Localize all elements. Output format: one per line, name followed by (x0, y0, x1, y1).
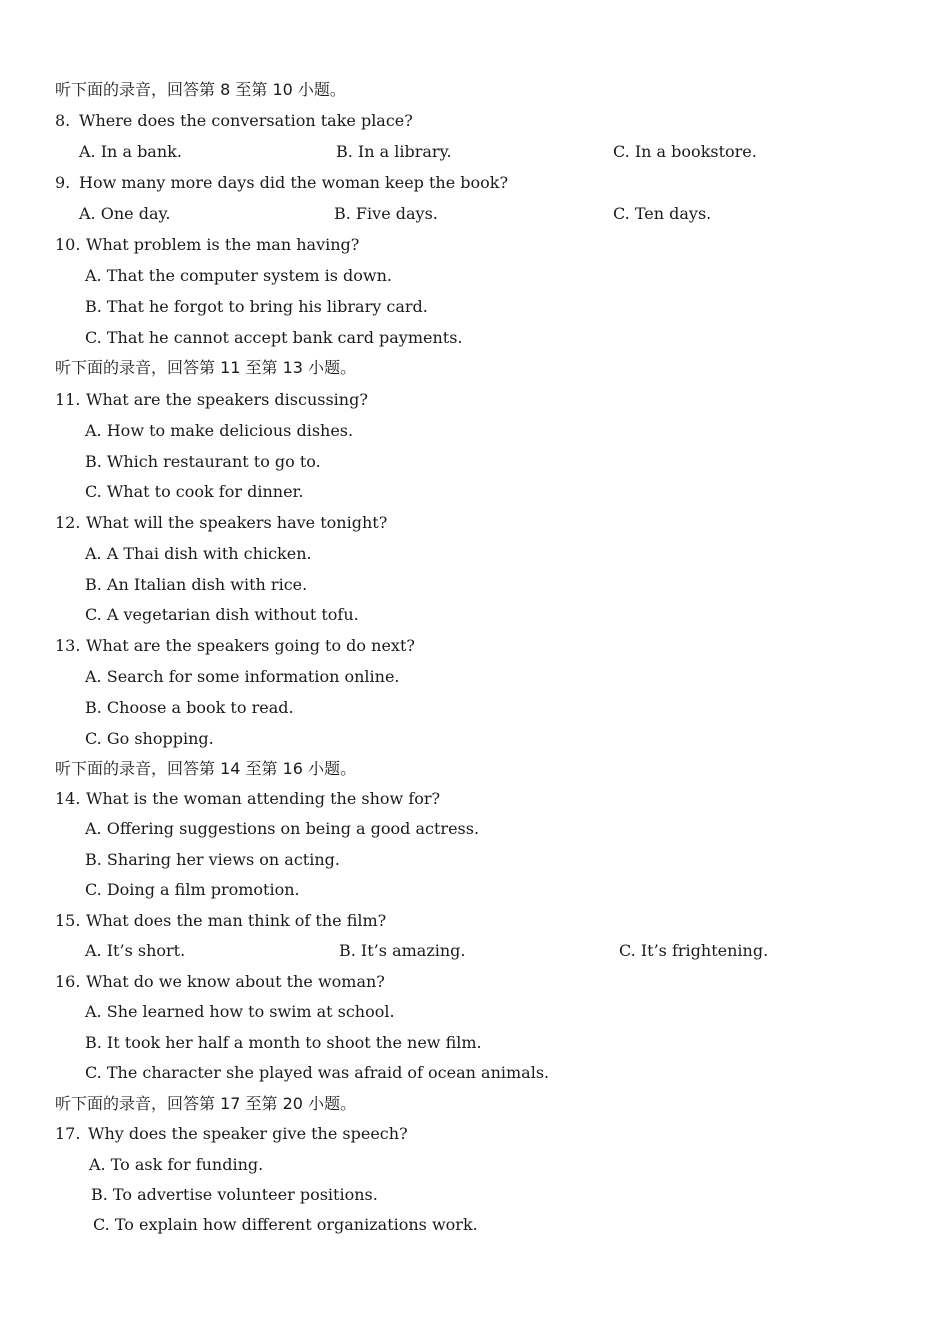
question-number: 12. (55, 513, 81, 532)
option-c: C. That he cannot accept bank card payments. (85, 328, 463, 347)
option-a: A. She learned how to swim at school. (85, 1002, 395, 1021)
option-b: B. Sharing her views on acting. (85, 850, 340, 869)
option-b: B. Choose a book to read. (85, 698, 294, 717)
section-instruction: 听下面的录音，回答第 11 至第 13 小题。 (55, 358, 357, 377)
question-number: 14. (55, 789, 81, 808)
section-instruction: 听下面的录音，回答第 14 至第 16 小题。 (55, 759, 357, 778)
question-number: 11. (55, 390, 81, 409)
option-c: C. A vegetarian dish without tofu. (85, 605, 359, 624)
question-text: What does the man think of the film? (86, 911, 387, 930)
option-c: C. In a bookstore. (613, 142, 757, 161)
option-c: C. Go shopping. (85, 729, 214, 748)
question-number: 9. (55, 173, 71, 192)
option-a: A. Offering suggestions on being a good actress. (85, 819, 480, 838)
question-number: 16. (55, 972, 81, 991)
question-text: What are the speakers discussing? (86, 390, 368, 409)
option-a: A. It’s short. (85, 941, 186, 960)
option-a: A. That the computer system is down. (85, 266, 392, 285)
option-a: A. In a bank. (79, 142, 182, 161)
question-number: 15. (55, 911, 81, 930)
question-text: What do we know about the woman? (86, 972, 385, 991)
option-a: A. Search for some information online. (85, 667, 400, 686)
option-c: C. Doing a film promotion. (85, 880, 300, 899)
question-text: Why does the speaker give the speech? (88, 1124, 408, 1143)
question-text: Where does the conversation take place? (79, 111, 413, 130)
option-b: B. An Italian dish with rice. (85, 575, 308, 594)
option-a: A. A Thai dish with chicken. (85, 544, 312, 563)
question-text: What problem is the man having? (86, 235, 360, 254)
option-a: A. How to make delicious dishes. (85, 421, 354, 440)
option-c: C. Ten days. (613, 204, 712, 223)
option-c: C. To explain how different organizations work. (93, 1215, 478, 1234)
option-c: C. The character she played was afraid of ocean animals. (85, 1063, 550, 1082)
section-instruction: 听下面的录音，回答第 17 至第 20 小题。 (55, 1094, 357, 1113)
question-number: 13. (55, 636, 81, 655)
question-text: What is the woman attending the show for? (86, 789, 441, 808)
option-c: C. What to cook for dinner. (85, 482, 304, 501)
question-text: What will the speakers have tonight? (86, 513, 388, 532)
option-b: B. That he forgot to bring his library card. (85, 297, 428, 316)
option-b: B. It took her half a month to shoot the new film. (85, 1033, 482, 1052)
option-b: B. Which restaurant to go to. (85, 452, 321, 471)
question-text: How many more days did the woman keep the book? (79, 173, 509, 192)
option-b: B. Five days. (334, 204, 438, 223)
option-b: B. In a library. (336, 142, 452, 161)
option-c: C. It’s frightening. (619, 941, 769, 960)
question-number: 10. (55, 235, 81, 254)
option-a: A. To ask for funding. (89, 1155, 264, 1174)
option-b: B. To advertise volunteer positions. (91, 1185, 378, 1204)
section-instruction: 听下面的录音，回答第 8 至第 10 小题。 (55, 80, 346, 99)
option-b: B. It’s amazing. (339, 941, 466, 960)
question-number: 17. (55, 1124, 81, 1143)
question-text: What are the speakers going to do next? (86, 636, 415, 655)
question-number: 8. (55, 111, 71, 130)
option-a: A. One day. (79, 204, 171, 223)
